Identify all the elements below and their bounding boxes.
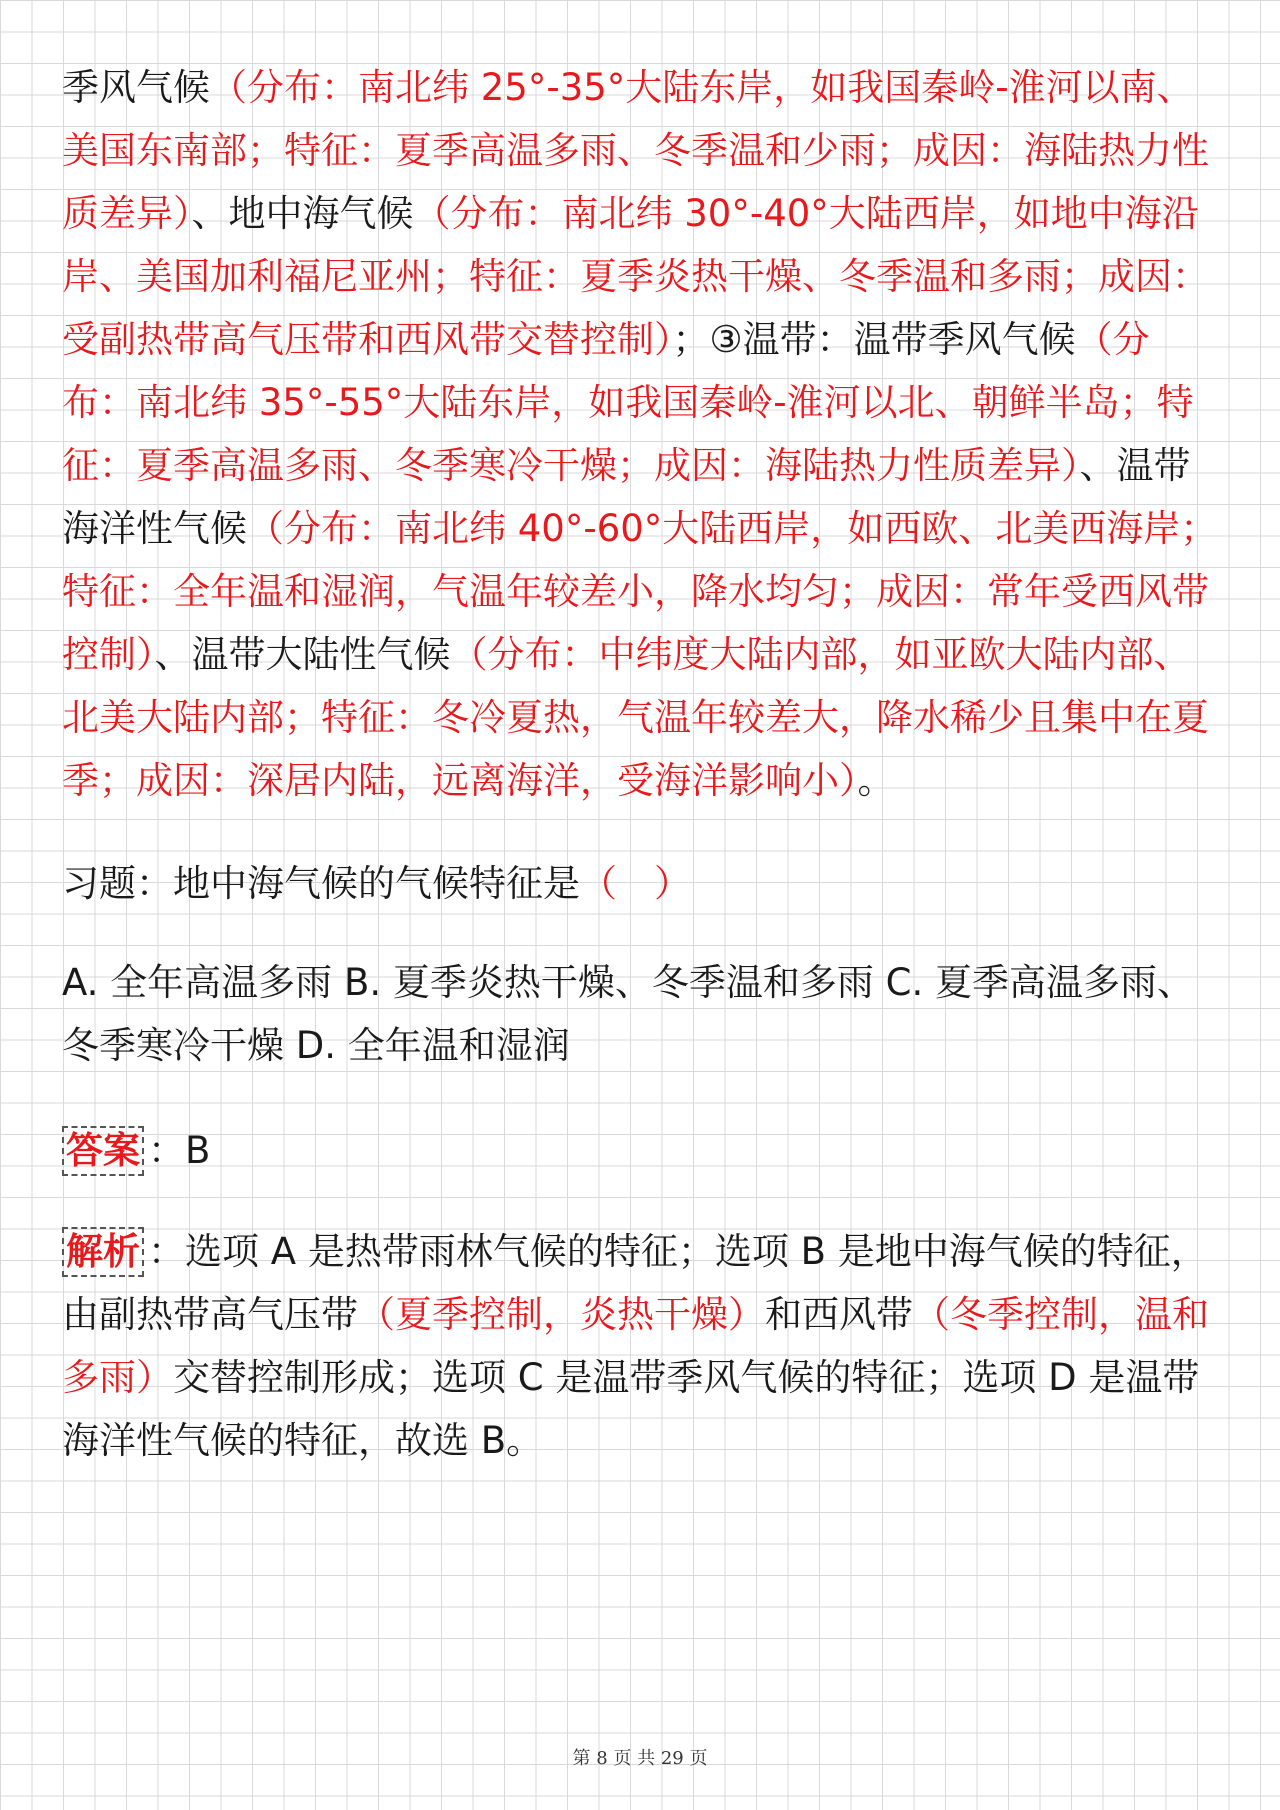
text-segment: 。 (857, 759, 895, 802)
text-segment: 、温带海洋性气候 (62, 444, 1191, 550)
document-body (62, 56, 1222, 1472)
answer-blank: （ ） (580, 862, 691, 905)
text-segment-red: （分布：南北纬 40°-60°大陆西岸，如西欧、北美西海岸；特征：全年温和湿润，气温年较差小，降水均匀；成因：常年受西风带控制） (62, 507, 1218, 676)
text-segment-red: （分布：南北纬 25°-35°大陆东岸，如我国秦岭-淮河以南、美国东南部；特征：夏季高温多雨、冬季温和少雨；成因：海陆热力性质差异） (62, 66, 1209, 235)
answer-line (62, 1119, 1222, 1182)
question-text: 习题：地中海气候的气候特征是 (62, 862, 580, 905)
answer-value: ：B (148, 1129, 211, 1172)
exercise-options: A. 全年高温多雨 B. 夏季炎热干燥、冬季温和多雨 C. 夏季高温多雨、冬季寒冷干燥 D. 全年温和湿润 (62, 961, 1194, 1067)
analysis-label-badge: 解析 (62, 1227, 144, 1277)
text-segment-red: （分布：南北纬 35°-55°大陆东岸，如我国秦岭-淮河以北、朝鲜半岛；特征：夏季高温多雨、冬季寒冷干燥；成因：海陆热力性质差异） (62, 318, 1194, 487)
analysis-segment: 和西风带 (765, 1293, 913, 1336)
climate-description-paragraph (62, 56, 1222, 812)
text-segment: 、温带大陆性气候 (154, 633, 451, 676)
text-segment-red: （分布：中纬度大陆内部，如亚欧大陆内部、北美大陆内部；特征：冬冷夏热，气温年较差大，降水稀少且集中在夏季；成因：深居内陆，远离海洋，受海洋影响小） (62, 633, 1209, 802)
analysis-paragraph (62, 1220, 1222, 1472)
exercise-question (62, 852, 1222, 915)
analysis-segment-red: （冬季控制，温和多雨） (62, 1293, 1209, 1399)
text-segment: ；③温带：温带季风气候 (672, 318, 1076, 361)
spacer (62, 1182, 1222, 1220)
analysis-segment: ：选项 A 是热带雨林气候的特征；选项 B 是地中海气候的特征，由副热带高气压带 (62, 1230, 1208, 1336)
answer-label-badge: 答案 (62, 1126, 144, 1176)
text-segment-red: （分布：南北纬 30°-40°大陆西岸，如地中海沿岸、美国加利福尼亚州；特征：夏季炎热干燥、冬季温和多雨；成因：受副热带高气压带和西风带交替控制） (62, 192, 1209, 361)
page-number-footer: 第 8 页 共 29 页 (572, 1748, 708, 1769)
spacer (62, 812, 1222, 852)
analysis-segment: 交替控制形成；选项 C 是温带季风气候的特征；选项 D 是温带海洋性气候的特征，故选 B。 (62, 1356, 1200, 1462)
text-segment: 季风气候 (62, 66, 210, 109)
analysis-segment-red: （夏季控制，炎热干燥） (358, 1293, 765, 1336)
spacer (62, 915, 1222, 951)
text-segment: 、地中海气候 (191, 192, 414, 235)
spacer (62, 1077, 1222, 1119)
